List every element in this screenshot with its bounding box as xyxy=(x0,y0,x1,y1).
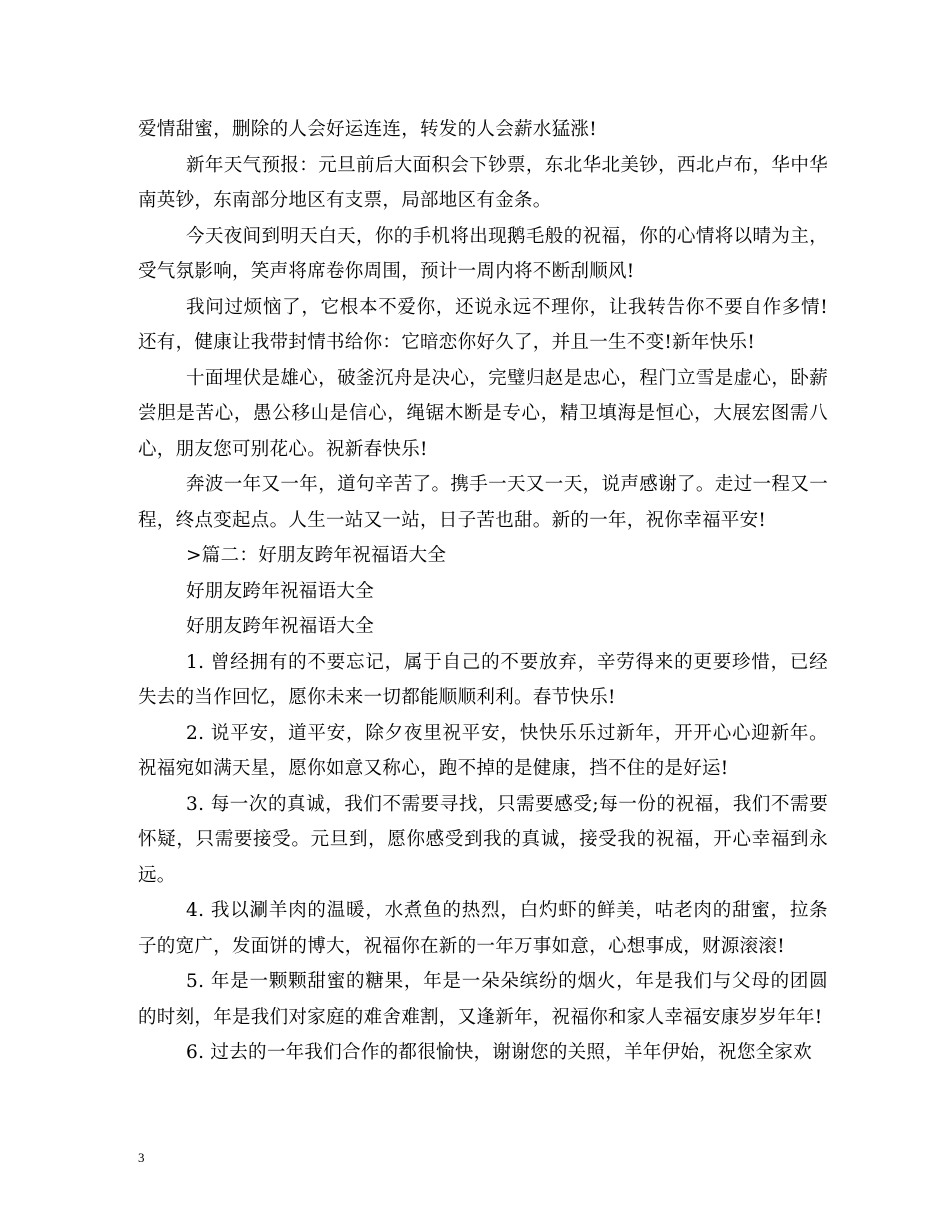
paragraph-worry-health: 我问过烦恼了，它根本不爱你，还说永远不理你，让我转告你不要自作多情!还有，健康让我带封情书给你：它暗恋你好久了，并且一生不变!新年快乐! xyxy=(138,296,828,353)
list-item: 5. 年是一颗颗甜蜜的糖果，年是一朵朵缤纷的烟火，年是我们与父母的团圆的时刻，年是我们对家庭的难舍难割，又逢新年，祝福你和家人幸福安康岁岁年年! xyxy=(138,971,828,1028)
list-item: 3. 每一次的真诚，我们不需要寻找，只需要感受;每一份的祝福，我们不需要怀疑，只需要接受。元旦到，愿你感受到我的真诚，接受我的祝福，开心幸福到永远。 xyxy=(138,793,828,886)
list-item: 2. 说平安，道平安，除夕夜里祝平安，快快乐乐过新年，开开心心迎新年。祝福宛如满天星，愿你如意又称心，跑不掉的是健康，挡不住的是好运! xyxy=(138,722,828,779)
list-item: 4. 我以涮羊肉的温暖，水煮鱼的热烈，白灼虾的鲜美，咕老肉的甜蜜，拉条子的宽广，发面饼的博大，祝福你在新的一年万事如意，心想事成，财源滚滚! xyxy=(138,900,828,957)
section-subtitle: 好朋友跨年祝福语大全 xyxy=(186,616,375,637)
paragraph-weather-forecast: 新年天气预报：元旦前后大面积会下钞票，东北华北美钞，西北卢布，华中华南英钞，东南部分地区有支票，局部地区有金条。 xyxy=(138,154,828,211)
section-heading-part-two: >篇二：好朋友跨年祝福语大全 xyxy=(186,545,447,566)
document-body xyxy=(138,112,828,1071)
page-number: 3 xyxy=(138,1150,145,1165)
section-title: 好朋友跨年祝福语大全 xyxy=(186,580,375,602)
list-item: 6. 过去的一年我们合作的都很愉快，谢谢您的关照，羊年伊始，祝您全家欢 xyxy=(186,1042,813,1063)
list-item: 1. 曾经拥有的不要忘记，属于自己的不要放弃，辛劳得来的更要珍惜，已经失去的当作回忆，愿你未来一切都能顺顺利利。春节快乐! xyxy=(138,651,828,708)
paragraph-phone-blessing: 今天夜间到明天白天，你的手机将出现鹅毛般的祝福，你的心情将以晴为主，受气氛影响，笑声将席卷你周围，预计一周内将不断刮顺风! xyxy=(138,225,828,282)
paragraph-blessing-forward: 爱情甜蜜，删除的人会好运连连，转发的人会薪水猛涨! xyxy=(138,119,597,140)
paragraph-year-after-year: 奔波一年又一年，道句辛苦了。携手一天又一天，说声感谢了。走过一程又一程，终点变起点。人生一站又一站，日子苦也甜。新的一年，祝你幸福平安! xyxy=(138,474,828,531)
paragraph-eight-hearts: 十面埋伏是雄心，破釜沉舟是决心，完璧归赵是忠心，程门立雪是虚心，卧薪尝胆是苦心，愚公移山是信心，绳锯木断是专心，精卫填海是恒心，大展宏图需八心，朋友您可别花心。祝新春快乐! xyxy=(138,367,828,460)
